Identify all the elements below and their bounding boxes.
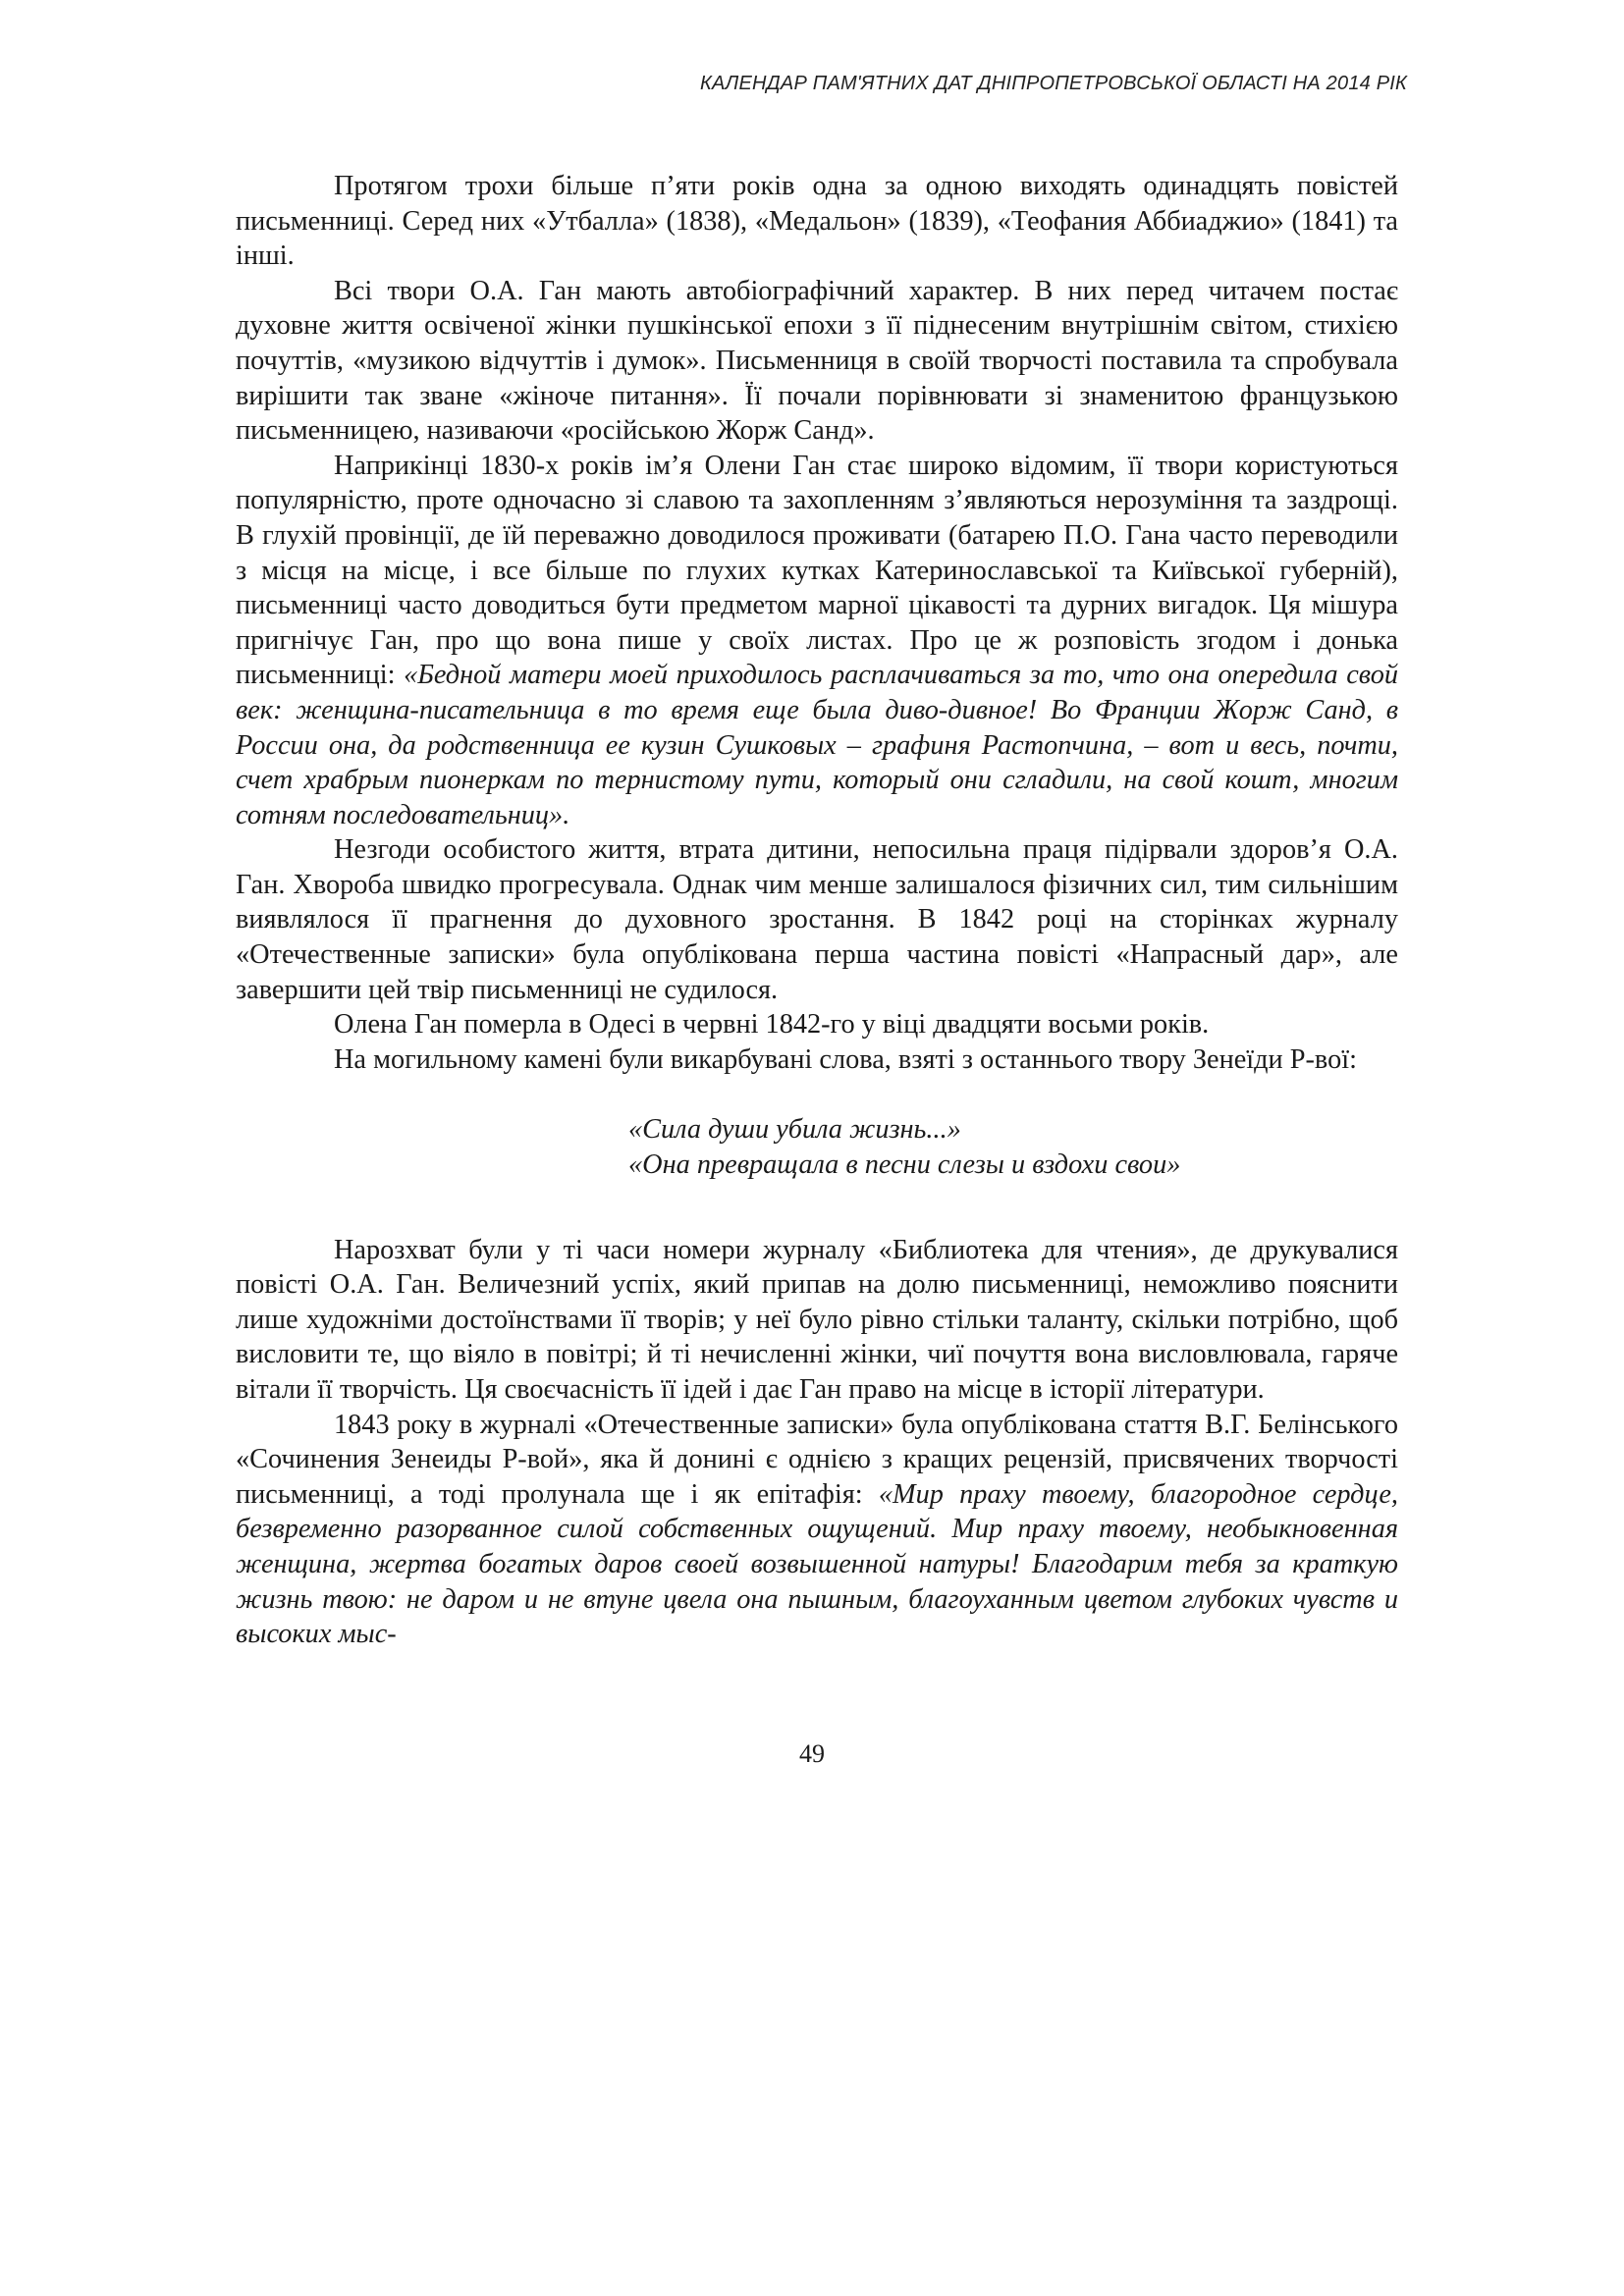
daughter-quote: «Бедной матери моей приходилось расплачиваться за то, что она опередила свой век: женщина-писательница в то время еще была диво-дивное! Во Франции Жорж Санд, в России она, да родственница ее кузин Сушковых – графиня Растопчина, – вот и весь, почти, счет храбрым пионеркам по тернистому пути, который они сгладили, на свой кошт, многим сотням последовательниц». [236, 660, 1398, 830]
paragraph: На могильному камені були викарбувані слова, взяті з останнього твору Зенеїди Р-вої: [334, 1043, 1357, 1075]
paragraph: Всі твори О.А. Ган мають автобіографічний характер. В них перед читачем постає духовне життя освіченої жінки пушкінської епохи з її піднесеним внутрішнім світом, стихією почуттів, «музикою відчуттів і думок». Письменниця в своїй творчості поставила та спробувала вирішити так зване «жіноче питання». Її почали порівнювати зі знаменитою французькою письменницею, називаючи «російською Жорж Санд». [236, 275, 1398, 447]
paragraph-text: 1843 року в журналі «Отечественные записки» була опублікована стаття В.Г. Белінського «Сочинения Зенеиды Р-вой», яка й донині є однією з кращих рецензій, присвячених творчості письменниці, а тоді пролунала ще і як епітафія: [236, 1409, 1398, 1510]
paragraph-with-quote [236, 1408, 1398, 1652]
paragraph: Незгоди особистого життя, втрата дитини, непосильна праця підірвали здоров’я О.А. Ган. Хвороба швидко прогресувала. Однак чим менше залишалося фізичних сил, тим сильнішим виявлялося її прагнення до духовного зростання. В 1842 році на сторінках журналу «Отечественные записки» була опублікована перша частина повісті «Напрасный дар», але завершити цей твір письменниці не судилося. [236, 834, 1398, 1005]
paragraph-with-quote [236, 449, 1398, 833]
epigraph-line: «Она превращала в песни слезы и вздохи свои» [628, 1149, 1181, 1181]
belinsky-quote: «Мир праху твоему, благородное сердце, безвременно разорванное силой собственных ощущений. Мир праху твоему, необыкновенная женщина, жертва богатых даров своей возвышенной натуры! Благодарим тебя за краткую жизнь твою: не даром и не втуне цвела она пышным, благоуханным цветом глубоких чувств и высоких мыс- [236, 1478, 1398, 1650]
article-body [236, 169, 1398, 1652]
page-number: 49 [799, 1739, 825, 1768]
paragraph: Олена Ган померла в Одесі в червні 1842-го у віці двадцяти восьми років. [334, 1009, 1210, 1041]
epigraph-line: «Сила души убила жизнь...» [628, 1114, 961, 1146]
paragraph: Нарозхват були у ті часи номери журналу «Библиотека для чтения», де друкувалися повісті О.А. Ган. Величезний успіх, який припав на долю письменниці, неможливо пояснити лише художніми достоїнствами її творів; у неї було рівно стільки таланту, скільки потрібно, щоб висловити те, що віяло в повітрі; й ті нечисленні жінки, чиї почуття вона висловлювала, гаряче вітали її творчість. Ця своєчасність її ідей і дає Ган право на місце в історії літератури. [236, 1234, 1398, 1405]
paragraph-text: Наприкінці 1830-х років ім’я Олени Ган стає широко відомим, її твори користуються популярністю, проте одночасно зі славою та захопленням з’являються нерозуміння та заздрощі. В глухій провінції, де їй переважно доводилося проживати (батарею П.О. Гана часто переводили з місця на місце, і все більше по глухих кутках Катеринославської та Київської губерній), письменниці часто доводиться бути предметом марної цікавості та дурних вигадок. Ця мішура пригнічує Ган, про що вона пише у своїх листах. Про це ж розповість згодом і донька письменниці: [236, 450, 1398, 691]
paragraph: Протягом трохи більше п’яти років одна за одною виходять одинадцять повістей письменниці. Серед них «Утбалла» (1838), «Медальон» (1839), «Теофания Аббиаджио» (1841) та інші. [236, 171, 1398, 272]
epigraph [236, 1112, 1398, 1182]
running-header: КАЛЕНДАР ПАМ'ЯТНИХ ДАТ ДНІПРОПЕТРОВСЬКОЇ ОБЛАСТІ НА 2014 РІК [700, 73, 1407, 94]
